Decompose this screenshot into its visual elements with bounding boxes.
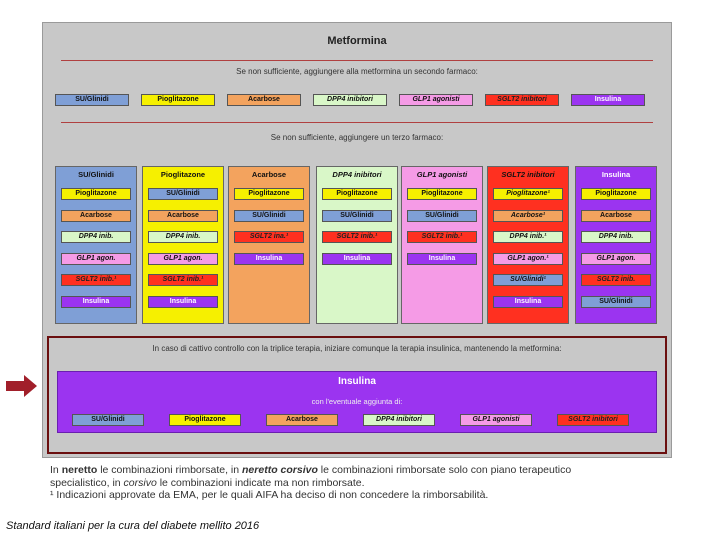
third-drug-chip: Acarbose (61, 210, 131, 222)
third-drug-chip: DPP4 inib.¹ (493, 231, 563, 243)
algorithm-panel (42, 22, 672, 458)
column-header: Acarbose (251, 170, 287, 179)
column-header: SU/Glinidi (78, 170, 114, 179)
third-drug-chip: SGLT2 inib.¹ (407, 231, 477, 243)
note-bold-italic: neretto corsivo (242, 464, 318, 476)
second-drug-chip: Insulina (571, 94, 645, 106)
third-drug-chip: Acarbose (148, 210, 218, 222)
third-drug-chip: DPP4 inib. (61, 231, 131, 243)
insulin-title: Insulina (338, 376, 376, 387)
insulin-addon-chip: DPP4 inibitori (363, 414, 435, 426)
third-drug-chip: Pioglitazone (61, 188, 131, 200)
third-drug-chip: GLP1 agon. (148, 253, 218, 265)
third-drug-column (487, 166, 569, 324)
divider (61, 122, 653, 123)
column-header: Insulina (601, 170, 631, 179)
note-text: le combinazioni indicate ma non rimborsate. (156, 476, 365, 489)
third-drug-column (228, 166, 310, 324)
third-drug-chip: SGLT2 inib. (581, 274, 651, 286)
third-drug-chip: Insulina (234, 253, 304, 265)
note-bold: neretto (61, 464, 98, 476)
diagram-title: Metformina (327, 35, 387, 47)
third-drug-chip: Insulina (322, 253, 392, 265)
second-drug-chip: Pioglitazone (141, 94, 215, 106)
third-drug-chip: DPP4 inib. (581, 231, 651, 243)
legend-notes (50, 464, 690, 502)
third-drug-chip: SU/Glinidi¹ (493, 274, 563, 286)
insulin-prompt: In caso di cattivo controllo con la triplice terapia, iniziare comunque la terapia insulinica, mantenendo la metformina: (152, 344, 562, 353)
third-drug-chip: Pioglitazone¹ (493, 188, 563, 200)
third-drug-chip: Pioglitazone (322, 188, 392, 200)
insulin-addon-chip: SGLT2 inibitori (557, 414, 629, 426)
source-caption: Standard italiani per la cura del diabete mellito 2016 (6, 520, 260, 532)
divider (61, 60, 653, 61)
note-line-1 (50, 464, 690, 477)
third-drug-chip: SU/Glinidi (407, 210, 477, 222)
third-drug-chip: GLP1 agon. (61, 253, 131, 265)
third-drug-chip: Insulina (148, 296, 218, 308)
third-drug-chip: Pioglitazone (234, 188, 304, 200)
second-drug-chip: GLP1 agonisti (399, 94, 473, 106)
third-drug-chip: Acarbose¹ (493, 210, 563, 222)
third-drug-chip: Insulina (407, 253, 477, 265)
column-header: Pioglitazone (160, 170, 206, 179)
note-text: In (50, 464, 62, 476)
third-drug-chip: SGLT2 ina.¹ (234, 231, 304, 243)
column-header: DPP4 inibitori (332, 170, 382, 179)
third-drug-column (142, 166, 224, 324)
second-drug-chip: SU/Glinidi (55, 94, 129, 106)
third-drug-chip: SU/Glinidi (322, 210, 392, 222)
second-drug-chip: DPP4 inibitori (313, 94, 387, 106)
second-drug-chip: SGLT2 inibitori (485, 94, 559, 106)
arrow-right-icon (6, 375, 38, 397)
note-text: specialistico, in (50, 476, 124, 489)
third-drug-chip: Acarbose (581, 210, 651, 222)
third-drug-chip: Insulina (61, 296, 131, 308)
third-drug-column (401, 166, 483, 324)
column-header: GLP1 agonisti (416, 170, 468, 179)
third-drug-chip: SGLT2 inib.¹ (148, 274, 218, 286)
insulin-addon-chip: Acarbose (266, 414, 338, 426)
note-italic: corsivo (123, 476, 157, 489)
third-drug-chip: DPP4 inib. (148, 231, 218, 243)
third-drug-chip: SU/Glinidi (234, 210, 304, 222)
insulin-subtitle: con l'eventuale aggiunta di: (311, 397, 403, 406)
third-drug-chip: SU/Glinidi (148, 188, 218, 200)
note-text: le combinazioni rimborsate solo con piano terapeutico (317, 464, 572, 476)
third-drug-chip: SGLT2 inib.¹ (61, 274, 131, 286)
third-drug-chip: GLP1 agon.¹ (493, 253, 563, 265)
third-drug-column (575, 166, 657, 324)
insulin-addon-chip: Pioglitazone (169, 414, 241, 426)
column-header: SGLT2 inibitori (501, 170, 555, 179)
third-drug-chip: Pioglitazone (581, 188, 651, 200)
second-drug-prompt: Se non sufficiente, aggiungere alla metformina un secondo farmaco: (236, 67, 478, 76)
third-drug-column (55, 166, 137, 324)
third-drug-chip: SU/Glinidi (581, 296, 651, 308)
insulin-addon-chip: SU/Glinidi (72, 414, 144, 426)
second-drug-chip: Acarbose (227, 94, 301, 106)
third-drug-chip: GLP1 agon. (581, 253, 651, 265)
third-drug-chip: Insulina (493, 296, 563, 308)
third-drug-column (316, 166, 398, 324)
insulin-addon-chip: GLP1 agonisti (460, 414, 532, 426)
insulin-box (57, 371, 657, 433)
note-line-2 (50, 477, 690, 490)
third-drug-chip: SGLT2 inib.¹ (322, 231, 392, 243)
note-line-3: ¹ Indicazioni approvate da EMA, per le quali AIFA ha deciso di non concedere la rimborsabilità. (50, 489, 489, 501)
third-drug-prompt: Se non sufficiente, aggiungere un terzo farmaco: (270, 133, 444, 142)
note-text: le combinazioni rimborsate, in (97, 464, 243, 476)
third-drug-chip: Pioglitazone (407, 188, 477, 200)
